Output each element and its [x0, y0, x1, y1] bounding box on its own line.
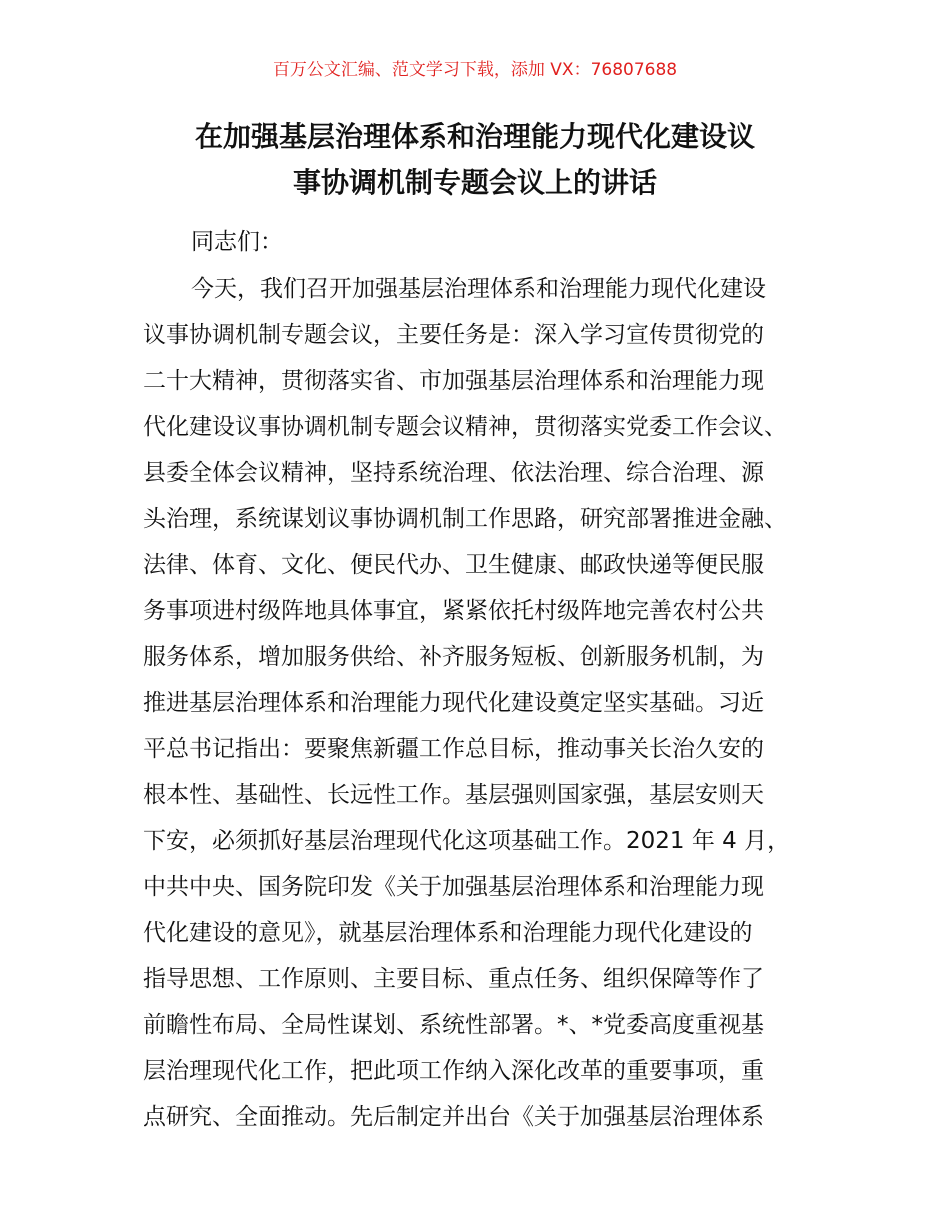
- paragraph-line: 县委全体会议精神，坚持系统治理、依法治理、综合治理、源: [143, 460, 764, 486]
- body-paragraph: [143, 266, 823, 1140]
- paragraph-line: 务事项进村级阵地具体事宜，紧紧依托村级阵地完善农村公共: [143, 598, 764, 624]
- paragraph-line: 议事协调机制专题会议，主要任务是：深入学习宣传贯彻党的: [143, 322, 764, 348]
- document-title: [100, 114, 850, 206]
- header-banner: 百万公文汇编、范文学习下载，添加 VX：76807688: [272, 60, 678, 80]
- salutation: 同志们：: [191, 229, 283, 255]
- paragraph-line: 今天，我们召开加强基层治理体系和治理能力现代化建设: [191, 276, 766, 302]
- paragraph-line: 推进基层治理体系和治理能力现代化建设奠定坚实基础。习近: [143, 690, 764, 716]
- paragraph-line: 点研究、全面推动。先后制定并出台《关于加强基层治理体系: [143, 1104, 764, 1130]
- paragraph-line: 法律、体育、文化、便民代办、卫生健康、邮政快递等便民服: [143, 552, 764, 578]
- paragraph-line: 平总书记指出：要聚焦新疆工作总目标，推动事关长治久安的: [143, 736, 764, 762]
- paragraph-line: 指导思想、工作原则、主要目标、重点任务、组织保障等作了: [143, 966, 764, 992]
- title-line: 在加强基层治理体系和治理能力现代化建设议: [194, 120, 755, 153]
- paragraph-line: 根本性、基础性、长远性工作。基层强则国家强，基层安则天: [143, 782, 764, 808]
- paragraph-line: 层治理现代化工作，把此项工作纳入深化改革的重要事项，重: [143, 1058, 764, 1084]
- paragraph-line: 下安，必须抓好基层治理现代化这项基础工作。2021 年 4 月，: [143, 828, 791, 854]
- paragraph-line: 前瞻性布局、全局性谋划、系统性部署。*、*党委高度重视基: [143, 1012, 764, 1038]
- paragraph-line: 中共中央、国务院印发《关于加强基层治理体系和治理能力现: [143, 874, 764, 900]
- paragraph-line: 代化建设议事协调机制专题会议精神，贯彻落实党委工作会议、: [143, 414, 787, 440]
- paragraph-line: 头治理，系统谋划议事协调机制工作思路，研究部署推进金融、: [143, 506, 787, 532]
- paragraph-line: 服务体系，增加服务供给、补齐服务短板、创新服务机制，为: [143, 644, 764, 670]
- title-line: 事协调机制专题会议上的讲话: [292, 166, 657, 199]
- paragraph-line: 二十大精神，贯彻落实省、市加强基层治理体系和治理能力现: [143, 368, 764, 394]
- paragraph-line: 代化建设的意见》，就基层治理体系和治理能力现代化建设的: [143, 920, 753, 946]
